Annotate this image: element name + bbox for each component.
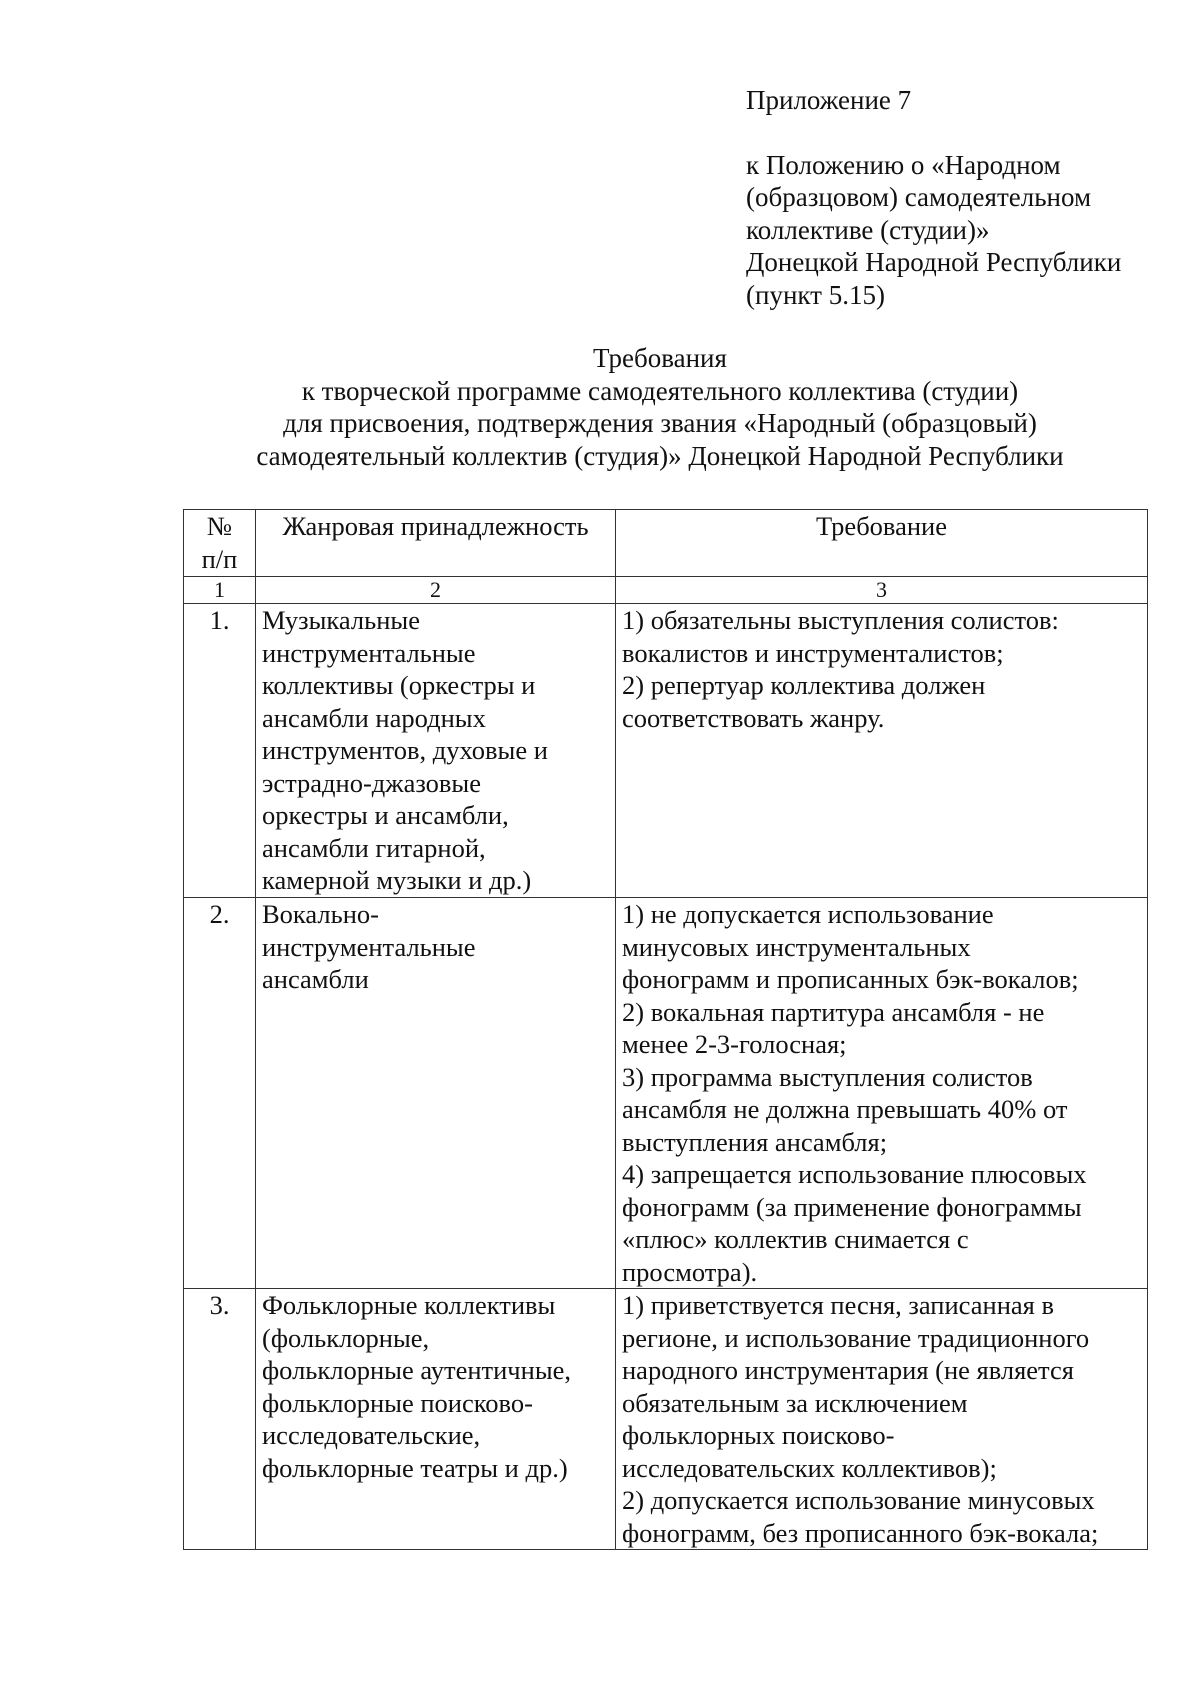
genre-line: фольклорные театры и др.) [262, 1452, 568, 1483]
requirements-table [183, 509, 1148, 1550]
heading-line: к творческой программе самодеятельного коллектива (студии) [301, 375, 1019, 406]
appendix-line: к Положению о «Народном [746, 149, 1061, 180]
row-number: 3. [184, 1289, 256, 1550]
header-num [184, 510, 256, 577]
requirement-line: исследовательских коллективов); [622, 1452, 997, 1483]
requirement-line: 4) запрещается использование плюсовых [622, 1159, 1087, 1189]
genre-line: камерной музыки и др.) [262, 865, 532, 895]
column-number-row [184, 577, 1148, 604]
genre-line: Музыкальные [262, 605, 420, 635]
row-genre [256, 604, 616, 898]
genre-line: фольклорные поисково- [262, 1387, 533, 1418]
genre-line: инструментальные [262, 931, 476, 962]
row-requirement [616, 898, 1148, 1289]
requirement-line: ансамбля не должна превышать 40% от [622, 1094, 1068, 1124]
genre-line: (фольклорные, [262, 1322, 430, 1353]
requirement-line: 1) приветствуется песня, записанная в [622, 1290, 1054, 1320]
header-num-symbol: № [206, 511, 233, 541]
appendix-block [746, 84, 1166, 311]
column-number: 3 [616, 577, 1148, 604]
genre-line: инструментальные [262, 637, 476, 668]
genre-line: инструментов, духовые и [262, 735, 548, 765]
column-number: 2 [256, 577, 616, 604]
table-row [184, 1289, 1148, 1550]
genre-line: исследовательские, [262, 1420, 481, 1450]
heading-line: для присвоения, подтверждения звания «Народный (образцовый) [283, 408, 1037, 438]
row-requirement [616, 1289, 1148, 1550]
requirement-line: фонограмм, без прописанного бэк-вокала; [622, 1517, 1099, 1548]
requirement-line: менее 2-3-голосная; [622, 1029, 847, 1059]
column-number: 1 [184, 577, 256, 604]
requirement-line: минусовых инструментальных [622, 931, 971, 962]
table-header-row [184, 510, 1148, 577]
genre-line: ансамбли [262, 964, 369, 994]
genre-line: фольклорные аутентичные, [262, 1355, 572, 1385]
genre-line: оркестры и ансамбли, [262, 800, 509, 830]
requirement-line: вокалистов и инструменталистов; [622, 637, 1004, 668]
requirement-line: просмотра). [622, 1256, 758, 1287]
heading-title: Требования [593, 343, 727, 373]
heading-line: самодеятельный коллектив (студия)» Донецкой Народной Республики [256, 440, 1064, 471]
appendix-line: (образцовом) самодеятельном [746, 182, 1092, 212]
document-heading [150, 342, 1170, 472]
row-number: 1. [184, 604, 256, 898]
requirement-line: регионе, и использование традиционного [622, 1322, 1090, 1353]
row-number: 2. [184, 898, 256, 1289]
requirement-line: 2) допускается использование минусовых [622, 1485, 1095, 1515]
table-row [184, 604, 1148, 898]
appendix-line: Донецкой Народной Республики [746, 247, 1122, 277]
row-genre [256, 1289, 616, 1550]
requirement-line: 1) обязательны выступления солистов: [622, 605, 1059, 635]
requirement-line: народного инструментария (не является [622, 1355, 1074, 1385]
appendix-line: коллективе (студии)» [746, 214, 990, 245]
row-requirement [616, 604, 1148, 898]
genre-line: Фольклорные коллективы [262, 1290, 556, 1320]
requirement-line: выступления ансамбля; [622, 1126, 888, 1157]
requirement-line: фонограмм (за применение фонограммы [622, 1191, 1082, 1222]
genre-line: ансамбли народных [262, 702, 486, 733]
genre-line: Вокально- [262, 899, 379, 929]
requirement-line: 2) репертуар коллектива должен [622, 670, 986, 700]
genre-line: ансамбли гитарной, [262, 832, 486, 863]
requirement-line: 1) не допускается использование [622, 899, 994, 929]
header-num-pp: п/п [201, 543, 238, 574]
table-row [184, 898, 1148, 1289]
requirement-line: обязательным за исключением [622, 1387, 968, 1418]
header-genre: Жанровая принадлежность [256, 510, 616, 577]
genre-line: коллективы (оркестры и [262, 670, 536, 700]
header-requirement: Требование [616, 510, 1148, 577]
genre-line: эстрадно-джазовые [262, 767, 481, 798]
requirement-line: «плюс» коллектив снимается с [622, 1224, 969, 1254]
requirement-line: 3) программа выступления солистов [622, 1061, 1033, 1092]
row-genre [256, 898, 616, 1289]
appendix-line: (пункт 5.15) [746, 279, 885, 310]
requirement-line: фольклорных поисково- [622, 1420, 895, 1450]
requirement-line: соответствовать жанру. [622, 702, 885, 733]
appendix-gap [746, 117, 1166, 149]
requirement-line: 2) вокальная партитура ансамбля - не [622, 996, 1045, 1027]
requirement-line: фонограмм и прописанных бэк-вокалов; [622, 964, 1079, 994]
appendix-title: Приложение 7 [746, 85, 912, 115]
